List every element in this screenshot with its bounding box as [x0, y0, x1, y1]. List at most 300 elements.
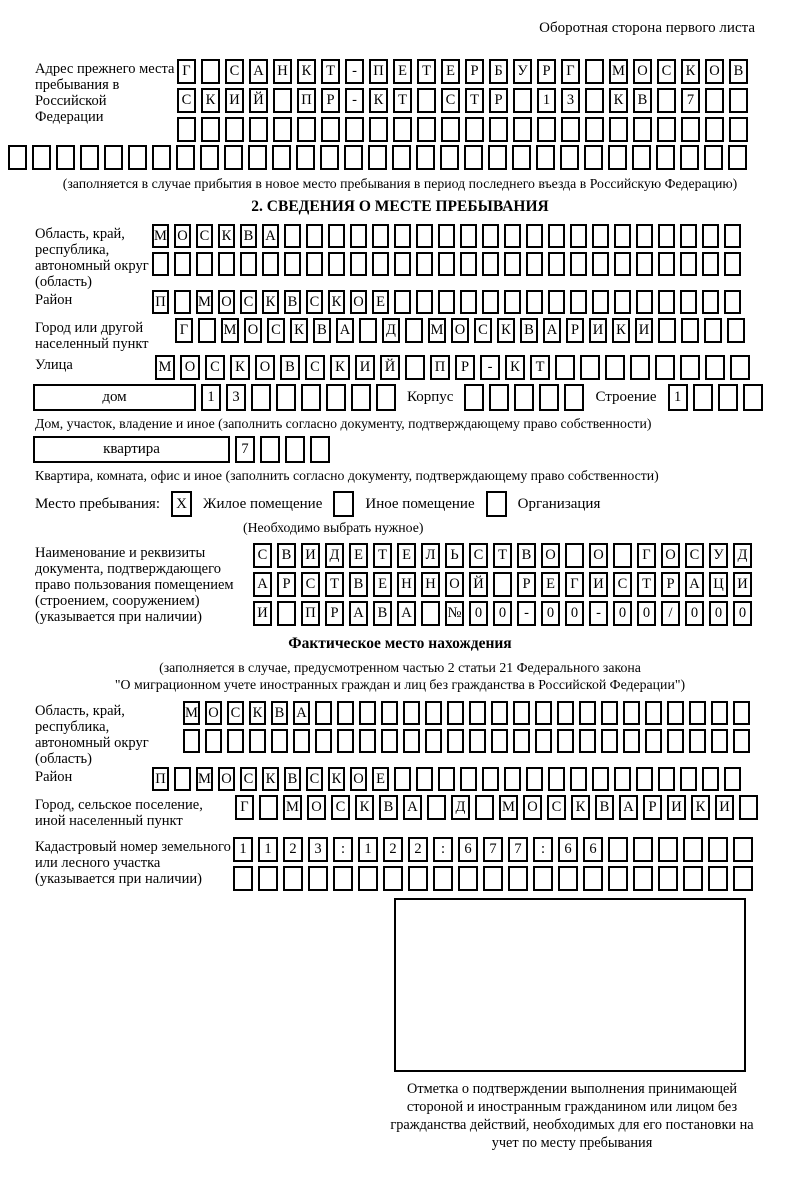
char-box[interactable]	[152, 252, 169, 276]
char-box[interactable]	[416, 767, 433, 791]
char-box[interactable]	[557, 701, 574, 725]
char-box[interactable]	[513, 117, 532, 142]
char-box[interactable]: -	[345, 88, 364, 113]
char-box[interactable]	[733, 866, 753, 891]
char-box[interactable]	[526, 290, 543, 314]
char-box[interactable]: А	[349, 601, 368, 626]
char-box[interactable]: М	[152, 224, 169, 248]
char-box[interactable]: Т	[637, 572, 656, 597]
char-box[interactable]	[249, 117, 268, 142]
char-box[interactable]: Р	[321, 88, 340, 113]
char-box[interactable]	[584, 145, 603, 170]
char-box[interactable]: Т	[393, 88, 412, 113]
char-box[interactable]	[727, 318, 745, 343]
char-box[interactable]: С	[306, 767, 323, 791]
char-box[interactable]	[680, 290, 697, 314]
char-box[interactable]	[427, 795, 446, 820]
char-box[interactable]: Д	[382, 318, 400, 343]
char-box[interactable]	[177, 117, 196, 142]
char-box[interactable]: В	[280, 355, 300, 380]
char-box[interactable]: М	[609, 59, 628, 84]
char-box[interactable]	[592, 290, 609, 314]
char-box[interactable]	[425, 701, 442, 725]
char-box[interactable]: :	[433, 837, 453, 862]
char-box[interactable]	[285, 436, 305, 463]
char-box[interactable]	[482, 290, 499, 314]
char-box[interactable]	[460, 224, 477, 248]
char-box[interactable]: О	[218, 767, 235, 791]
char-box[interactable]	[724, 252, 741, 276]
char-box[interactable]: -	[517, 601, 536, 626]
char-box[interactable]	[333, 866, 353, 891]
char-box[interactable]: К	[297, 59, 316, 84]
char-box[interactable]: С	[240, 290, 257, 314]
char-box[interactable]	[657, 88, 676, 113]
char-box[interactable]	[394, 767, 411, 791]
char-box[interactable]: С	[657, 59, 676, 84]
char-box[interactable]	[249, 729, 266, 753]
char-box[interactable]: Ь	[445, 543, 464, 568]
char-box[interactable]	[656, 145, 675, 170]
char-box[interactable]	[321, 117, 340, 142]
char-box[interactable]	[475, 795, 494, 820]
char-box[interactable]: С	[227, 701, 244, 725]
char-box[interactable]: Й	[249, 88, 268, 113]
char-box[interactable]	[393, 117, 412, 142]
char-box[interactable]	[711, 729, 728, 753]
char-box[interactable]: К	[290, 318, 308, 343]
char-box[interactable]	[337, 701, 354, 725]
char-box[interactable]	[702, 290, 719, 314]
char-box[interactable]	[601, 729, 618, 753]
char-box[interactable]: В	[240, 224, 257, 248]
char-box[interactable]: А	[403, 795, 422, 820]
char-box[interactable]	[570, 290, 587, 314]
char-box[interactable]: И	[589, 318, 607, 343]
char-box[interactable]	[227, 729, 244, 753]
char-box[interactable]	[176, 145, 195, 170]
char-box[interactable]	[608, 837, 628, 862]
char-box[interactable]: В	[284, 767, 301, 791]
char-box[interactable]: К	[201, 88, 220, 113]
char-box[interactable]	[636, 224, 653, 248]
char-box[interactable]: Р	[455, 355, 475, 380]
char-box[interactable]: П	[369, 59, 388, 84]
char-box[interactable]	[408, 866, 428, 891]
char-box[interactable]	[680, 252, 697, 276]
char-box[interactable]: Д	[325, 543, 344, 568]
char-box[interactable]	[658, 837, 678, 862]
char-box[interactable]	[693, 384, 713, 411]
char-box[interactable]: М	[155, 355, 175, 380]
char-box[interactable]: К	[262, 290, 279, 314]
char-box[interactable]	[743, 384, 763, 411]
char-box[interactable]: С	[196, 224, 213, 248]
char-box[interactable]: А	[336, 318, 354, 343]
char-box[interactable]	[344, 145, 363, 170]
char-box[interactable]: М	[183, 701, 200, 725]
char-box[interactable]: О	[633, 59, 652, 84]
char-box[interactable]	[438, 767, 455, 791]
char-box[interactable]: И	[635, 318, 653, 343]
char-box[interactable]: К	[612, 318, 630, 343]
char-box[interactable]: С	[240, 767, 257, 791]
char-box[interactable]: М	[196, 767, 213, 791]
char-box[interactable]	[724, 290, 741, 314]
char-box[interactable]	[623, 729, 640, 753]
char-box[interactable]	[489, 384, 509, 411]
char-box[interactable]: С	[301, 572, 320, 597]
char-box[interactable]: Т	[465, 88, 484, 113]
char-box[interactable]: -	[480, 355, 500, 380]
char-box[interactable]	[284, 252, 301, 276]
char-box[interactable]	[128, 145, 147, 170]
char-box[interactable]	[733, 729, 750, 753]
char-box[interactable]: Т	[321, 59, 340, 84]
char-box[interactable]: П	[152, 767, 169, 791]
char-box[interactable]	[350, 252, 367, 276]
char-box[interactable]	[306, 252, 323, 276]
char-box[interactable]	[658, 290, 675, 314]
char-box[interactable]	[555, 355, 575, 380]
char-box[interactable]	[277, 601, 296, 626]
char-box[interactable]: Ц	[709, 572, 728, 597]
char-box[interactable]	[680, 767, 697, 791]
char-box[interactable]: У	[709, 543, 728, 568]
char-box[interactable]	[394, 224, 411, 248]
char-box[interactable]: О	[218, 290, 235, 314]
char-box[interactable]	[680, 224, 697, 248]
char-box[interactable]	[491, 729, 508, 753]
char-box[interactable]: А	[543, 318, 561, 343]
char-box[interactable]	[633, 117, 652, 142]
char-box[interactable]	[460, 290, 477, 314]
char-box[interactable]	[200, 145, 219, 170]
char-box[interactable]	[526, 224, 543, 248]
char-box[interactable]: К	[369, 88, 388, 113]
char-box[interactable]	[381, 729, 398, 753]
char-box[interactable]	[351, 384, 371, 411]
char-box[interactable]: К	[218, 224, 235, 248]
char-box[interactable]	[585, 59, 604, 84]
char-box[interactable]: И	[355, 355, 375, 380]
char-box[interactable]: Р	[537, 59, 556, 84]
char-box[interactable]	[297, 117, 316, 142]
char-box[interactable]	[417, 117, 436, 142]
char-box[interactable]	[260, 436, 280, 463]
char-box[interactable]: Л	[421, 543, 440, 568]
char-box[interactable]: Д	[451, 795, 470, 820]
char-box[interactable]: О	[307, 795, 326, 820]
char-box[interactable]	[460, 767, 477, 791]
char-box[interactable]	[633, 837, 653, 862]
char-box[interactable]: М	[221, 318, 239, 343]
char-box[interactable]: 1	[668, 384, 688, 411]
char-box[interactable]	[248, 145, 267, 170]
char-box[interactable]: К	[328, 290, 345, 314]
char-box[interactable]: :	[333, 837, 353, 862]
checkbox-organizaciya[interactable]	[486, 491, 507, 517]
char-box[interactable]	[174, 290, 191, 314]
char-box[interactable]: О	[589, 543, 608, 568]
char-box[interactable]	[560, 145, 579, 170]
char-box[interactable]	[183, 729, 200, 753]
char-box[interactable]	[535, 701, 552, 725]
char-box[interactable]: Г	[565, 572, 584, 597]
char-box[interactable]: К	[355, 795, 374, 820]
char-box[interactable]	[526, 252, 543, 276]
char-box[interactable]: -	[589, 601, 608, 626]
char-box[interactable]: Н	[421, 572, 440, 597]
char-box[interactable]	[376, 384, 396, 411]
char-box[interactable]	[705, 88, 724, 113]
char-box[interactable]: О	[174, 224, 191, 248]
char-box[interactable]: И	[301, 543, 320, 568]
char-box[interactable]: К	[691, 795, 710, 820]
char-box[interactable]: М	[499, 795, 518, 820]
char-box[interactable]: А	[262, 224, 279, 248]
char-box[interactable]	[259, 795, 278, 820]
char-box[interactable]	[537, 117, 556, 142]
char-box[interactable]	[655, 355, 675, 380]
char-box[interactable]	[585, 117, 604, 142]
char-box[interactable]	[328, 224, 345, 248]
char-box[interactable]	[460, 252, 477, 276]
char-box[interactable]	[224, 145, 243, 170]
char-box[interactable]: О	[705, 59, 724, 84]
char-box[interactable]	[464, 145, 483, 170]
char-box[interactable]	[561, 117, 580, 142]
char-box[interactable]: М	[196, 290, 213, 314]
char-box[interactable]	[392, 145, 411, 170]
char-box[interactable]: К	[505, 355, 525, 380]
char-box[interactable]	[488, 145, 507, 170]
char-box[interactable]: О	[445, 572, 464, 597]
char-box[interactable]: В	[633, 88, 652, 113]
char-box[interactable]	[394, 252, 411, 276]
char-box[interactable]	[548, 290, 565, 314]
char-box[interactable]: С	[685, 543, 704, 568]
checkbox-inoe[interactable]	[333, 491, 354, 517]
char-box[interactable]: Р	[325, 601, 344, 626]
char-box[interactable]: В	[373, 601, 392, 626]
char-box[interactable]: 3	[308, 837, 328, 862]
char-box[interactable]: О	[255, 355, 275, 380]
char-box[interactable]	[403, 729, 420, 753]
char-box[interactable]	[632, 145, 651, 170]
char-box[interactable]	[535, 729, 552, 753]
char-box[interactable]	[729, 88, 748, 113]
char-box[interactable]: Е	[397, 543, 416, 568]
char-box[interactable]	[273, 88, 292, 113]
char-box[interactable]: 7	[681, 88, 700, 113]
char-box[interactable]: Й	[380, 355, 400, 380]
char-box[interactable]	[80, 145, 99, 170]
char-box[interactable]: О	[180, 355, 200, 380]
char-box[interactable]	[667, 729, 684, 753]
char-box[interactable]: С	[305, 355, 325, 380]
char-box[interactable]	[724, 767, 741, 791]
char-box[interactable]	[394, 290, 411, 314]
char-box[interactable]: 1	[201, 384, 221, 411]
char-box[interactable]: №	[445, 601, 464, 626]
char-box[interactable]: Г	[175, 318, 193, 343]
char-box[interactable]: С	[331, 795, 350, 820]
char-box[interactable]	[608, 145, 627, 170]
char-box[interactable]	[658, 767, 675, 791]
char-box[interactable]: 0	[613, 601, 632, 626]
char-box[interactable]: С	[441, 88, 460, 113]
char-box[interactable]	[658, 252, 675, 276]
char-box[interactable]	[585, 88, 604, 113]
char-box[interactable]	[504, 224, 521, 248]
char-box[interactable]: 1	[233, 837, 253, 862]
char-box[interactable]: 1	[537, 88, 556, 113]
char-box[interactable]	[433, 866, 453, 891]
char-box[interactable]	[438, 290, 455, 314]
char-box[interactable]: О	[451, 318, 469, 343]
char-box[interactable]: Р	[643, 795, 662, 820]
char-box[interactable]	[609, 117, 628, 142]
char-box[interactable]	[592, 767, 609, 791]
char-box[interactable]	[702, 224, 719, 248]
char-box[interactable]: К	[230, 355, 250, 380]
char-box[interactable]: Р	[465, 59, 484, 84]
char-box[interactable]	[548, 224, 565, 248]
char-box[interactable]: 0	[541, 601, 560, 626]
char-box[interactable]: Д	[733, 543, 752, 568]
char-box[interactable]	[504, 252, 521, 276]
char-box[interactable]: /	[661, 601, 680, 626]
char-box[interactable]	[258, 866, 278, 891]
char-box[interactable]	[730, 355, 750, 380]
char-box[interactable]	[482, 224, 499, 248]
char-box[interactable]: А	[619, 795, 638, 820]
char-box[interactable]	[683, 837, 703, 862]
char-box[interactable]	[704, 145, 723, 170]
char-box[interactable]	[504, 767, 521, 791]
char-box[interactable]: И	[715, 795, 734, 820]
char-box[interactable]	[536, 145, 555, 170]
char-box[interactable]: П	[430, 355, 450, 380]
char-box[interactable]: Р	[489, 88, 508, 113]
char-box[interactable]: Е	[541, 572, 560, 597]
char-box[interactable]	[458, 866, 478, 891]
char-box[interactable]	[728, 145, 747, 170]
char-box[interactable]	[570, 224, 587, 248]
char-box[interactable]: 0	[637, 601, 656, 626]
char-box[interactable]: Г	[561, 59, 580, 84]
char-box[interactable]	[301, 384, 321, 411]
char-box[interactable]	[718, 384, 738, 411]
char-box[interactable]	[174, 767, 191, 791]
char-box[interactable]: А	[249, 59, 268, 84]
char-box[interactable]	[630, 355, 650, 380]
char-box[interactable]	[614, 290, 631, 314]
char-box[interactable]	[383, 866, 403, 891]
char-box[interactable]: М	[283, 795, 302, 820]
char-box[interactable]: И	[225, 88, 244, 113]
char-box[interactable]	[359, 318, 377, 343]
char-box[interactable]: Г	[235, 795, 254, 820]
char-box[interactable]: О	[541, 543, 560, 568]
char-box[interactable]	[724, 224, 741, 248]
char-box[interactable]	[733, 837, 753, 862]
char-box[interactable]: С	[253, 543, 272, 568]
char-box[interactable]	[711, 701, 728, 725]
char-box[interactable]	[218, 252, 235, 276]
char-box[interactable]	[152, 145, 171, 170]
char-box[interactable]: С	[177, 88, 196, 113]
char-box[interactable]: А	[397, 601, 416, 626]
char-box[interactable]	[337, 729, 354, 753]
char-box[interactable]	[613, 543, 632, 568]
char-box[interactable]: О	[661, 543, 680, 568]
char-box[interactable]	[623, 701, 640, 725]
char-box[interactable]	[548, 252, 565, 276]
char-box[interactable]: Е	[372, 767, 389, 791]
char-box[interactable]	[489, 117, 508, 142]
char-box[interactable]	[358, 866, 378, 891]
char-box[interactable]: О	[244, 318, 262, 343]
char-box[interactable]: В	[520, 318, 538, 343]
char-box[interactable]: О	[523, 795, 542, 820]
char-box[interactable]	[592, 224, 609, 248]
char-box[interactable]: Е	[372, 290, 389, 314]
char-box[interactable]	[482, 252, 499, 276]
char-box[interactable]	[425, 729, 442, 753]
char-box[interactable]	[570, 767, 587, 791]
char-box[interactable]	[708, 837, 728, 862]
char-box[interactable]: Т	[325, 572, 344, 597]
char-box[interactable]: 0	[709, 601, 728, 626]
char-box[interactable]	[579, 729, 596, 753]
char-box[interactable]	[403, 701, 420, 725]
char-box[interactable]	[174, 252, 191, 276]
char-box[interactable]: 1	[258, 837, 278, 862]
char-box[interactable]	[233, 866, 253, 891]
char-box[interactable]	[251, 384, 271, 411]
char-box[interactable]	[708, 866, 728, 891]
char-box[interactable]	[680, 145, 699, 170]
char-box[interactable]	[636, 290, 653, 314]
char-box[interactable]	[196, 252, 213, 276]
char-box[interactable]	[201, 117, 220, 142]
char-box[interactable]: В	[349, 572, 368, 597]
char-box[interactable]	[533, 866, 553, 891]
char-box[interactable]	[326, 384, 346, 411]
char-box[interactable]	[421, 601, 440, 626]
char-box[interactable]: Р	[277, 572, 296, 597]
char-box[interactable]	[416, 290, 433, 314]
char-box[interactable]: В	[595, 795, 614, 820]
char-box[interactable]	[592, 252, 609, 276]
char-box[interactable]: К	[497, 318, 515, 343]
char-box[interactable]	[608, 866, 628, 891]
char-box[interactable]	[636, 252, 653, 276]
char-box[interactable]: С	[205, 355, 225, 380]
char-box[interactable]	[658, 318, 676, 343]
char-box[interactable]: 7	[483, 837, 503, 862]
char-box[interactable]: 0	[469, 601, 488, 626]
char-box[interactable]: Е	[393, 59, 412, 84]
char-box[interactable]	[440, 145, 459, 170]
checkbox-zhiloe[interactable]: X	[171, 491, 192, 517]
char-box[interactable]: С	[613, 572, 632, 597]
char-box[interactable]: В	[277, 543, 296, 568]
char-box[interactable]	[438, 252, 455, 276]
char-box[interactable]	[201, 59, 220, 84]
